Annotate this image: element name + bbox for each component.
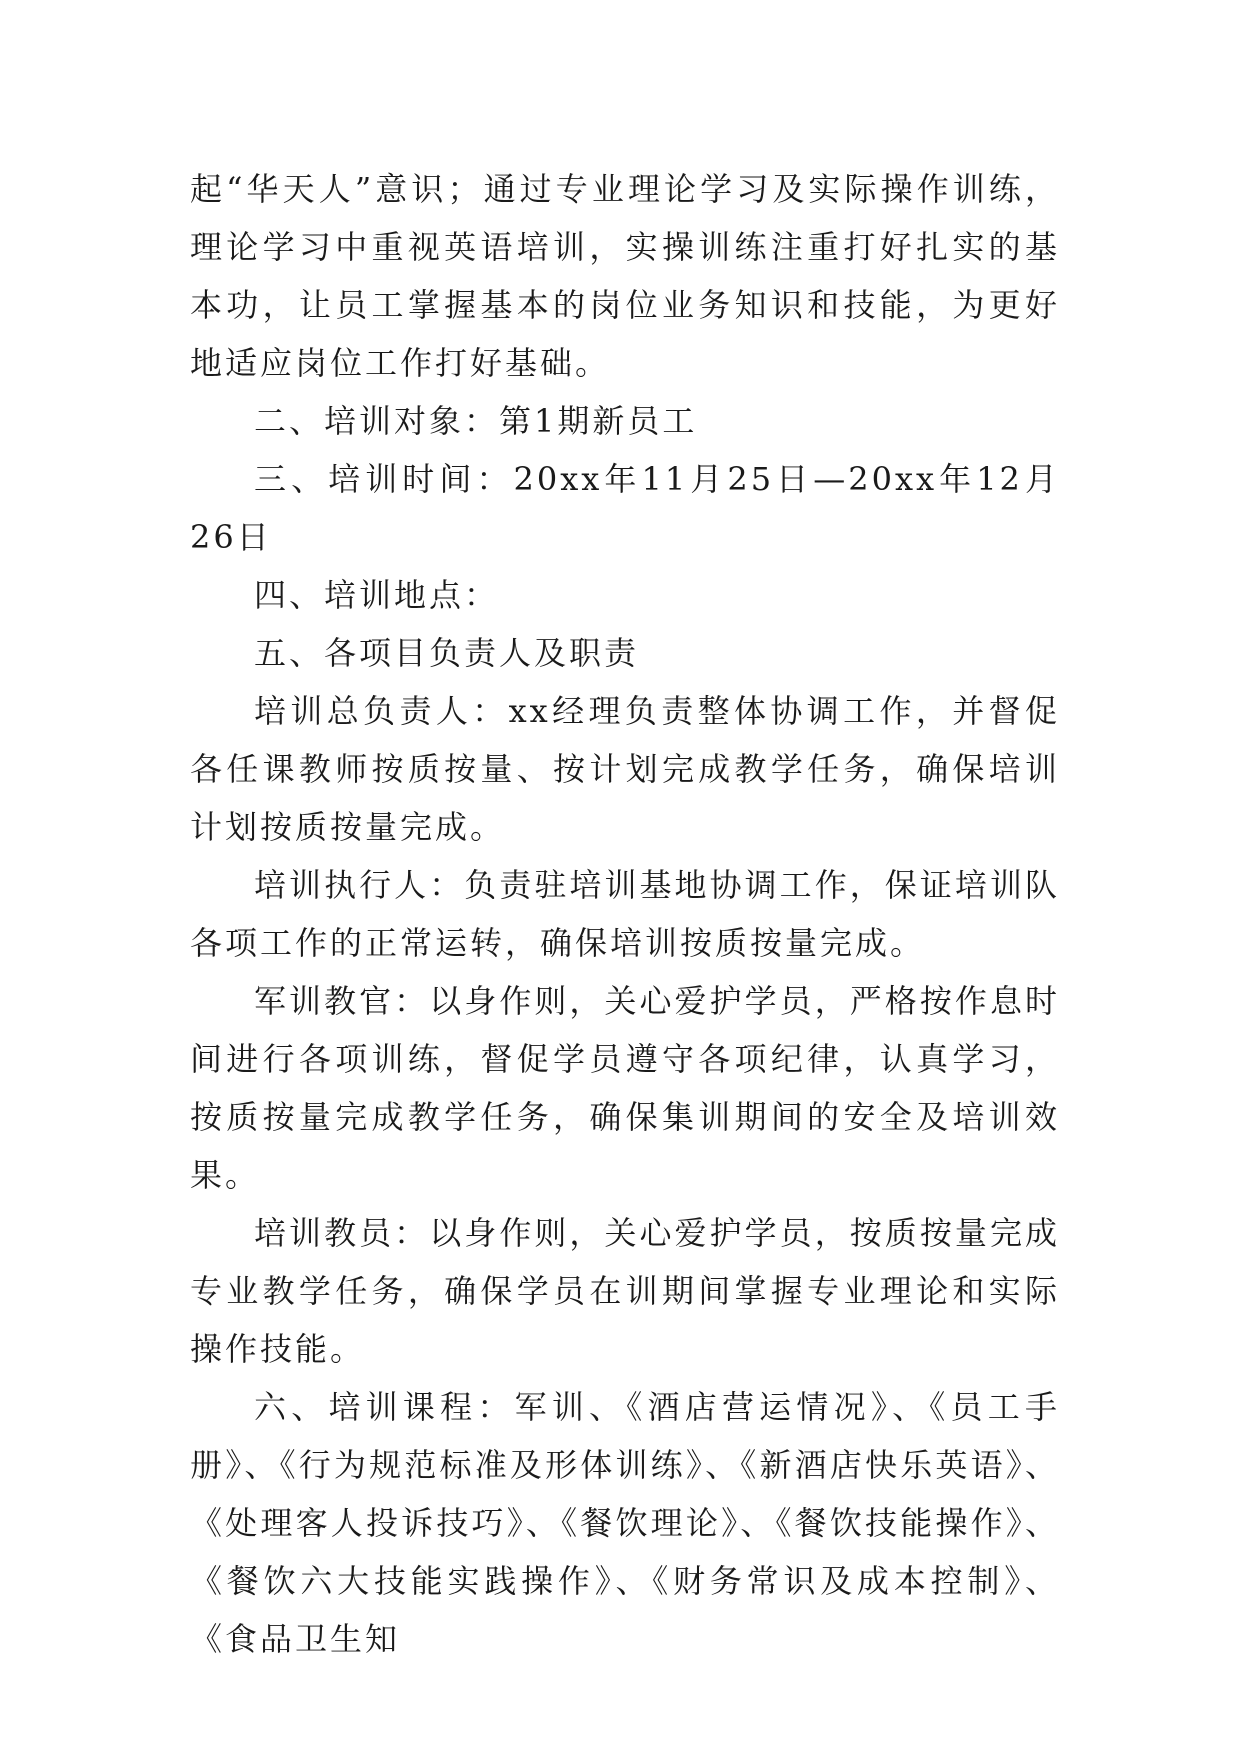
paragraph-executor: 培训执行人：负责驻培训基地协调工作，保证培训队各项工作的正常运转，确保培训按质按量完成。 [190,866,1060,962]
paragraph-training-instructor: 培训教员：以身作则，关心爱护学员，按质按量完成专业教学任务，确保学员在训期间掌握专业理论和实际操作技能。 [190,1214,1060,1368]
paragraph-responsibilities-heading: 五、各项目负责人及职责 [254,634,640,672]
paragraph-training-time: 三、培训时间：20xx年11月25日—20xx年12月26日 [190,460,1060,556]
paragraph-training-courses: 六、培训课程：军训、《酒店营运情况》、《员工手册》、《行为规范标准及形体训练》、《新酒店快乐英语》、《处理客人投诉技巧》、《餐饮理论》、《餐饮技能操作》、《餐饮六大技能实践操作》、《财务常识及成本控制》、《食品卫生知 [190,1388,1060,1658]
paragraph-consciousness: 起“华天人”意识；通过专业理论学习及实际操作训练，理论学习中重视英语培训，实操训练注重打好扎实的基本功，让员工掌握基本的岗位业务知识和技能，为更好地适应岗位工作打好基础。 [190,170,1060,382]
document-page [190,160,1060,1668]
paragraph-chief-responsible: 培训总负责人：xx经理负责整体协调工作，并督促各任课教师按质按量、按计划完成教学任务，确保培训计划按质按量完成。 [190,692,1060,846]
paragraph-training-location: 四、培训地点： [254,576,500,614]
paragraph-training-target: 二、培训对象：第1期新员工 [254,402,698,440]
paragraph-military-instructor: 军训教官：以身作则，关心爱护学员，严格按作息时间进行各项训练，督促学员遵守各项纪律，认真学习，按质按量完成教学任务，确保集训期间的安全及培训效果。 [190,982,1060,1194]
